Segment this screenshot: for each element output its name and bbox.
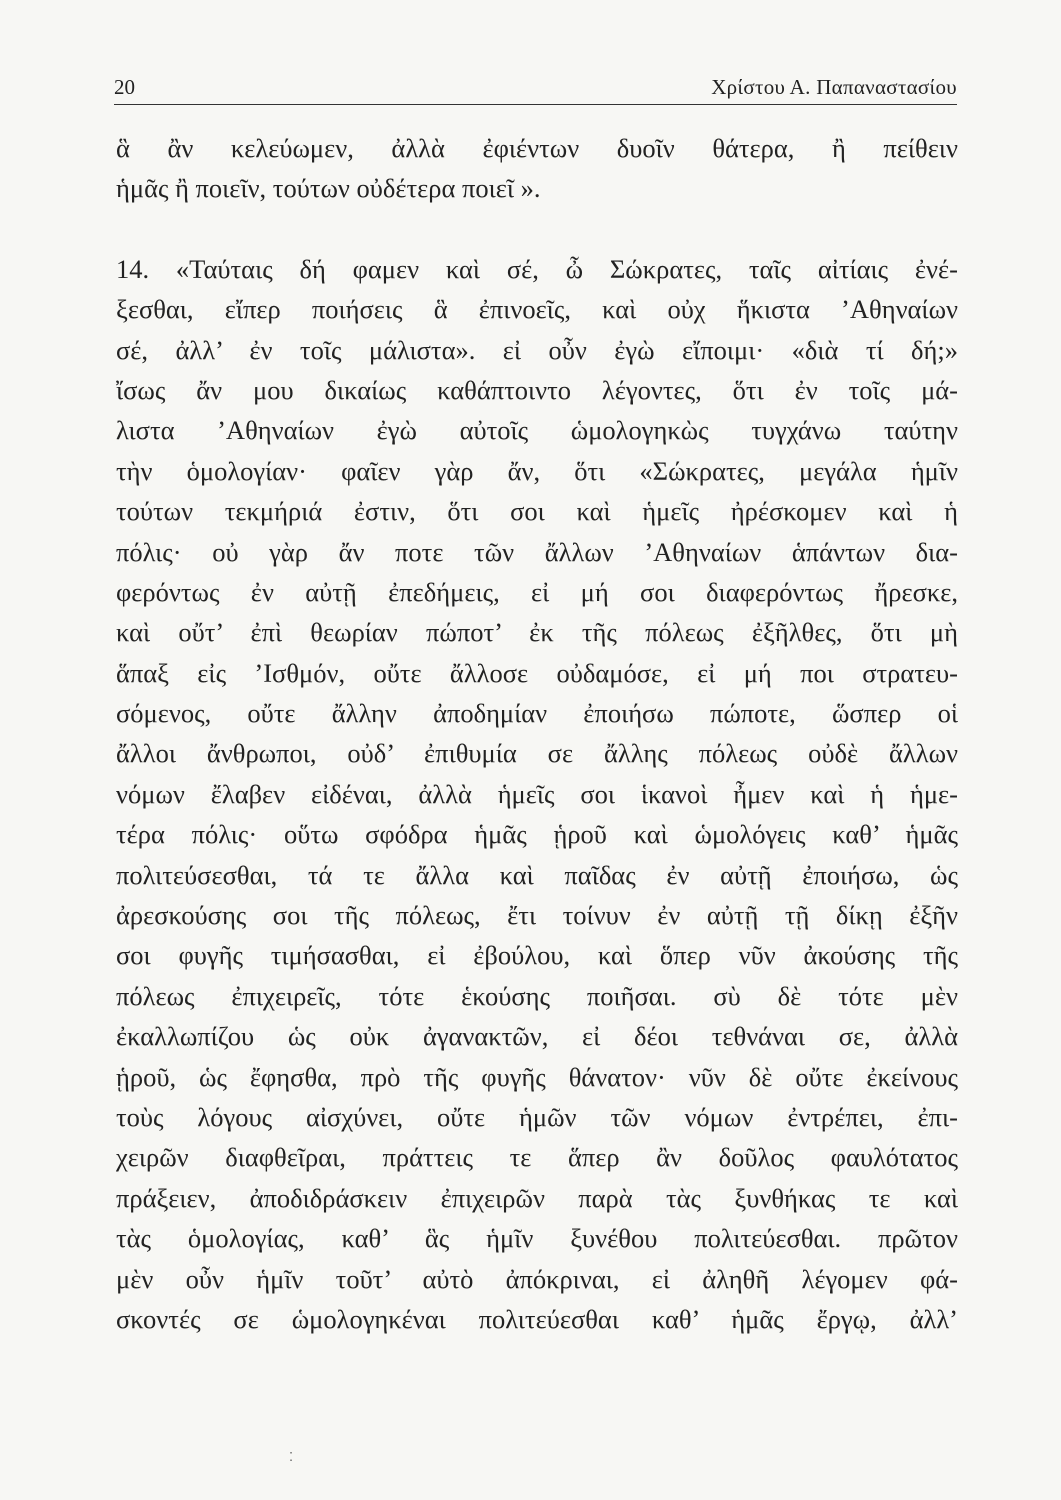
text-line: σέ, ἀλλ’ ἐν τοῖς μάλιστα». εἰ οὖν ἐγὼ εἴποιμι· «διὰ τί δή;»	[116, 334, 958, 365]
text-line: τούτων τεκμήριά ἐστιν, ὅτι σοι καὶ ἡμεῖς ἠρέσκομεν καὶ ἡ	[116, 496, 958, 527]
text-line: πολιτεύσεσθαι, τά τε ἄλλα καὶ παῖδας ἐν αὐτῇ ἐποιήσω, ὡς	[116, 859, 958, 890]
text-line: φερόντως ἐν αὐτῇ ἐπεδήμεις, εἰ μή σοι διαφερόντως ἤρεσκε,	[116, 576, 958, 607]
text-line: σοι φυγῆς τιμήσασθαι, εἰ ἐβούλου, καὶ ὅπερ νῦν ἀκούσης τῆς	[116, 940, 958, 971]
text-line: πράξειεν, ἀποδιδράσκειν ἐπιχειρῶν παρὰ τὰς ξυνθήκας τε καὶ	[116, 1182, 958, 1213]
page-number: 20	[114, 75, 135, 99]
text-line: σόμενος, οὔτε ἄλλην ἀποδημίαν ἐποιήσω πώποτε, ὥσπερ οἱ	[116, 698, 958, 729]
text-line: ἄλλοι ἄνθρωποι, οὐδ’ ἐπιθυμία σε ἄλλης πόλεως οὐδὲ ἄλλων	[116, 738, 958, 769]
text-line: μὲν οὖν ἡμῖν τοῦτ’ αὐτὸ ἀπόκριναι, εἰ ἀληθῆ λέγομεν φά-	[116, 1263, 958, 1294]
text-line: λιστα ’Αθηναίων ἐγὼ αὐτοῖς ὡμολογηκὼς τυγχάνω ταύτην	[116, 415, 958, 446]
text-line: ἀρεσκούσης σοι τῆς πόλεως, ἔτι τοίνυν ἐν αὐτῇ τῇ δίκῃ ἐξῆν	[116, 900, 958, 931]
paragraph-gap	[116, 209, 958, 249]
text-line: χειρῶν διαφθεῖραι, πράττεις τε ἅπερ ἂν δοῦλος φαυλότατος	[116, 1142, 958, 1173]
running-head-title: Χρίστου Α. Παπαναστασίου	[711, 75, 957, 99]
text-line: πόλεως ἐπιχειρεῖς, τότε ἑκούσης ποιῆσαι. σὺ δὲ τότε μὲν	[116, 980, 958, 1011]
footer-mark: ⁚	[289, 1450, 293, 1464]
paragraph-continuation	[116, 128, 958, 209]
paragraph-14	[116, 249, 958, 1340]
text-line: ἃ ἂν κελεύωμεν, ἀλλὰ ἐφιέντων δυοῖν θάτερα, ἢ πείθειν	[116, 133, 958, 163]
text-line: σκοντές σε ὡμολογηκέναι πολιτεύεσθαι καθ’ ἡμᾶς ἔργῳ, ἀλλ’	[116, 1303, 958, 1334]
text-line: τὰς ὁμολογίας, καθ’ ἃς ἡμῖν ξυνέθου πολιτεύεσθαι. πρῶτον	[116, 1223, 958, 1254]
text-line: 14. «Ταύταις δή φαμεν καὶ σέ, ὦ Σώκρατες, ταῖς αἰτίαις ἐνέ-	[116, 253, 958, 284]
text-line: ἅπαξ εἰς ’Ισθμόν, οὔτε ἄλλοσε οὐδαμόσε, εἰ μή ποι στρατευ-	[116, 657, 958, 688]
text-line: ἐκαλλωπίζου ὡς οὐκ ἀγανακτῶν, εἰ δέοι τεθνάναι σε, ἀλλὰ	[116, 1021, 958, 1052]
text-line: ἡμᾶς ἢ ποιεῖν, τούτων οὐδέτερα ποιεῖ ».	[116, 173, 541, 204]
text-line: νόμων ἔλαβεν εἰδέναι, ἀλλὰ ἡμεῖς σοι ἱκανοὶ ἦμεν καὶ ἡ ἡμε-	[116, 778, 958, 809]
text-line: ᾑροῦ, ὡς ἔφησθα, πρὸ τῆς φυγῆς θάνατον· νῦν δὲ οὔτε ἐκείνους	[116, 1061, 958, 1092]
text-line: τέρα πόλις· οὕτω σφόδρα ἡμᾶς ᾑροῦ καὶ ὡμολόγεις καθ’ ἡμᾶς	[116, 819, 958, 850]
header-rule	[114, 104, 957, 105]
text-line: ξεσθαι, εἴπερ ποιήσεις ἃ ἐπινοεῖς, καὶ οὐχ ἥκιστα ’Αθηναίων	[116, 294, 958, 325]
text-line: τοὺς λόγους αἰσχύνει, οὔτε ἡμῶν τῶν νόμων ἐντρέπει, ἐπι-	[116, 1101, 958, 1132]
text-line: καὶ οὔτ’ ἐπὶ θεωρίαν πώποτ’ ἐκ τῆς πόλεως ἐξῆλθες, ὅτι μὴ	[116, 617, 958, 648]
text-line: ἴσως ἄν μου δικαίως καθάπτοιντο λέγοντες, ὅτι ἐν τοῖς μά-	[116, 374, 958, 405]
text-line: πόλις· οὐ γὰρ ἄν ποτε τῶν ἄλλων ’Αθηναίων ἁπάντων δια-	[116, 536, 958, 567]
text-line: τὴν ὁμολογίαν· φαῖεν γὰρ ἄν, ὅτι «Σώκρατες, μεγάλα ἡμῖν	[116, 455, 958, 486]
body-text	[116, 128, 958, 1339]
running-head	[114, 72, 957, 102]
